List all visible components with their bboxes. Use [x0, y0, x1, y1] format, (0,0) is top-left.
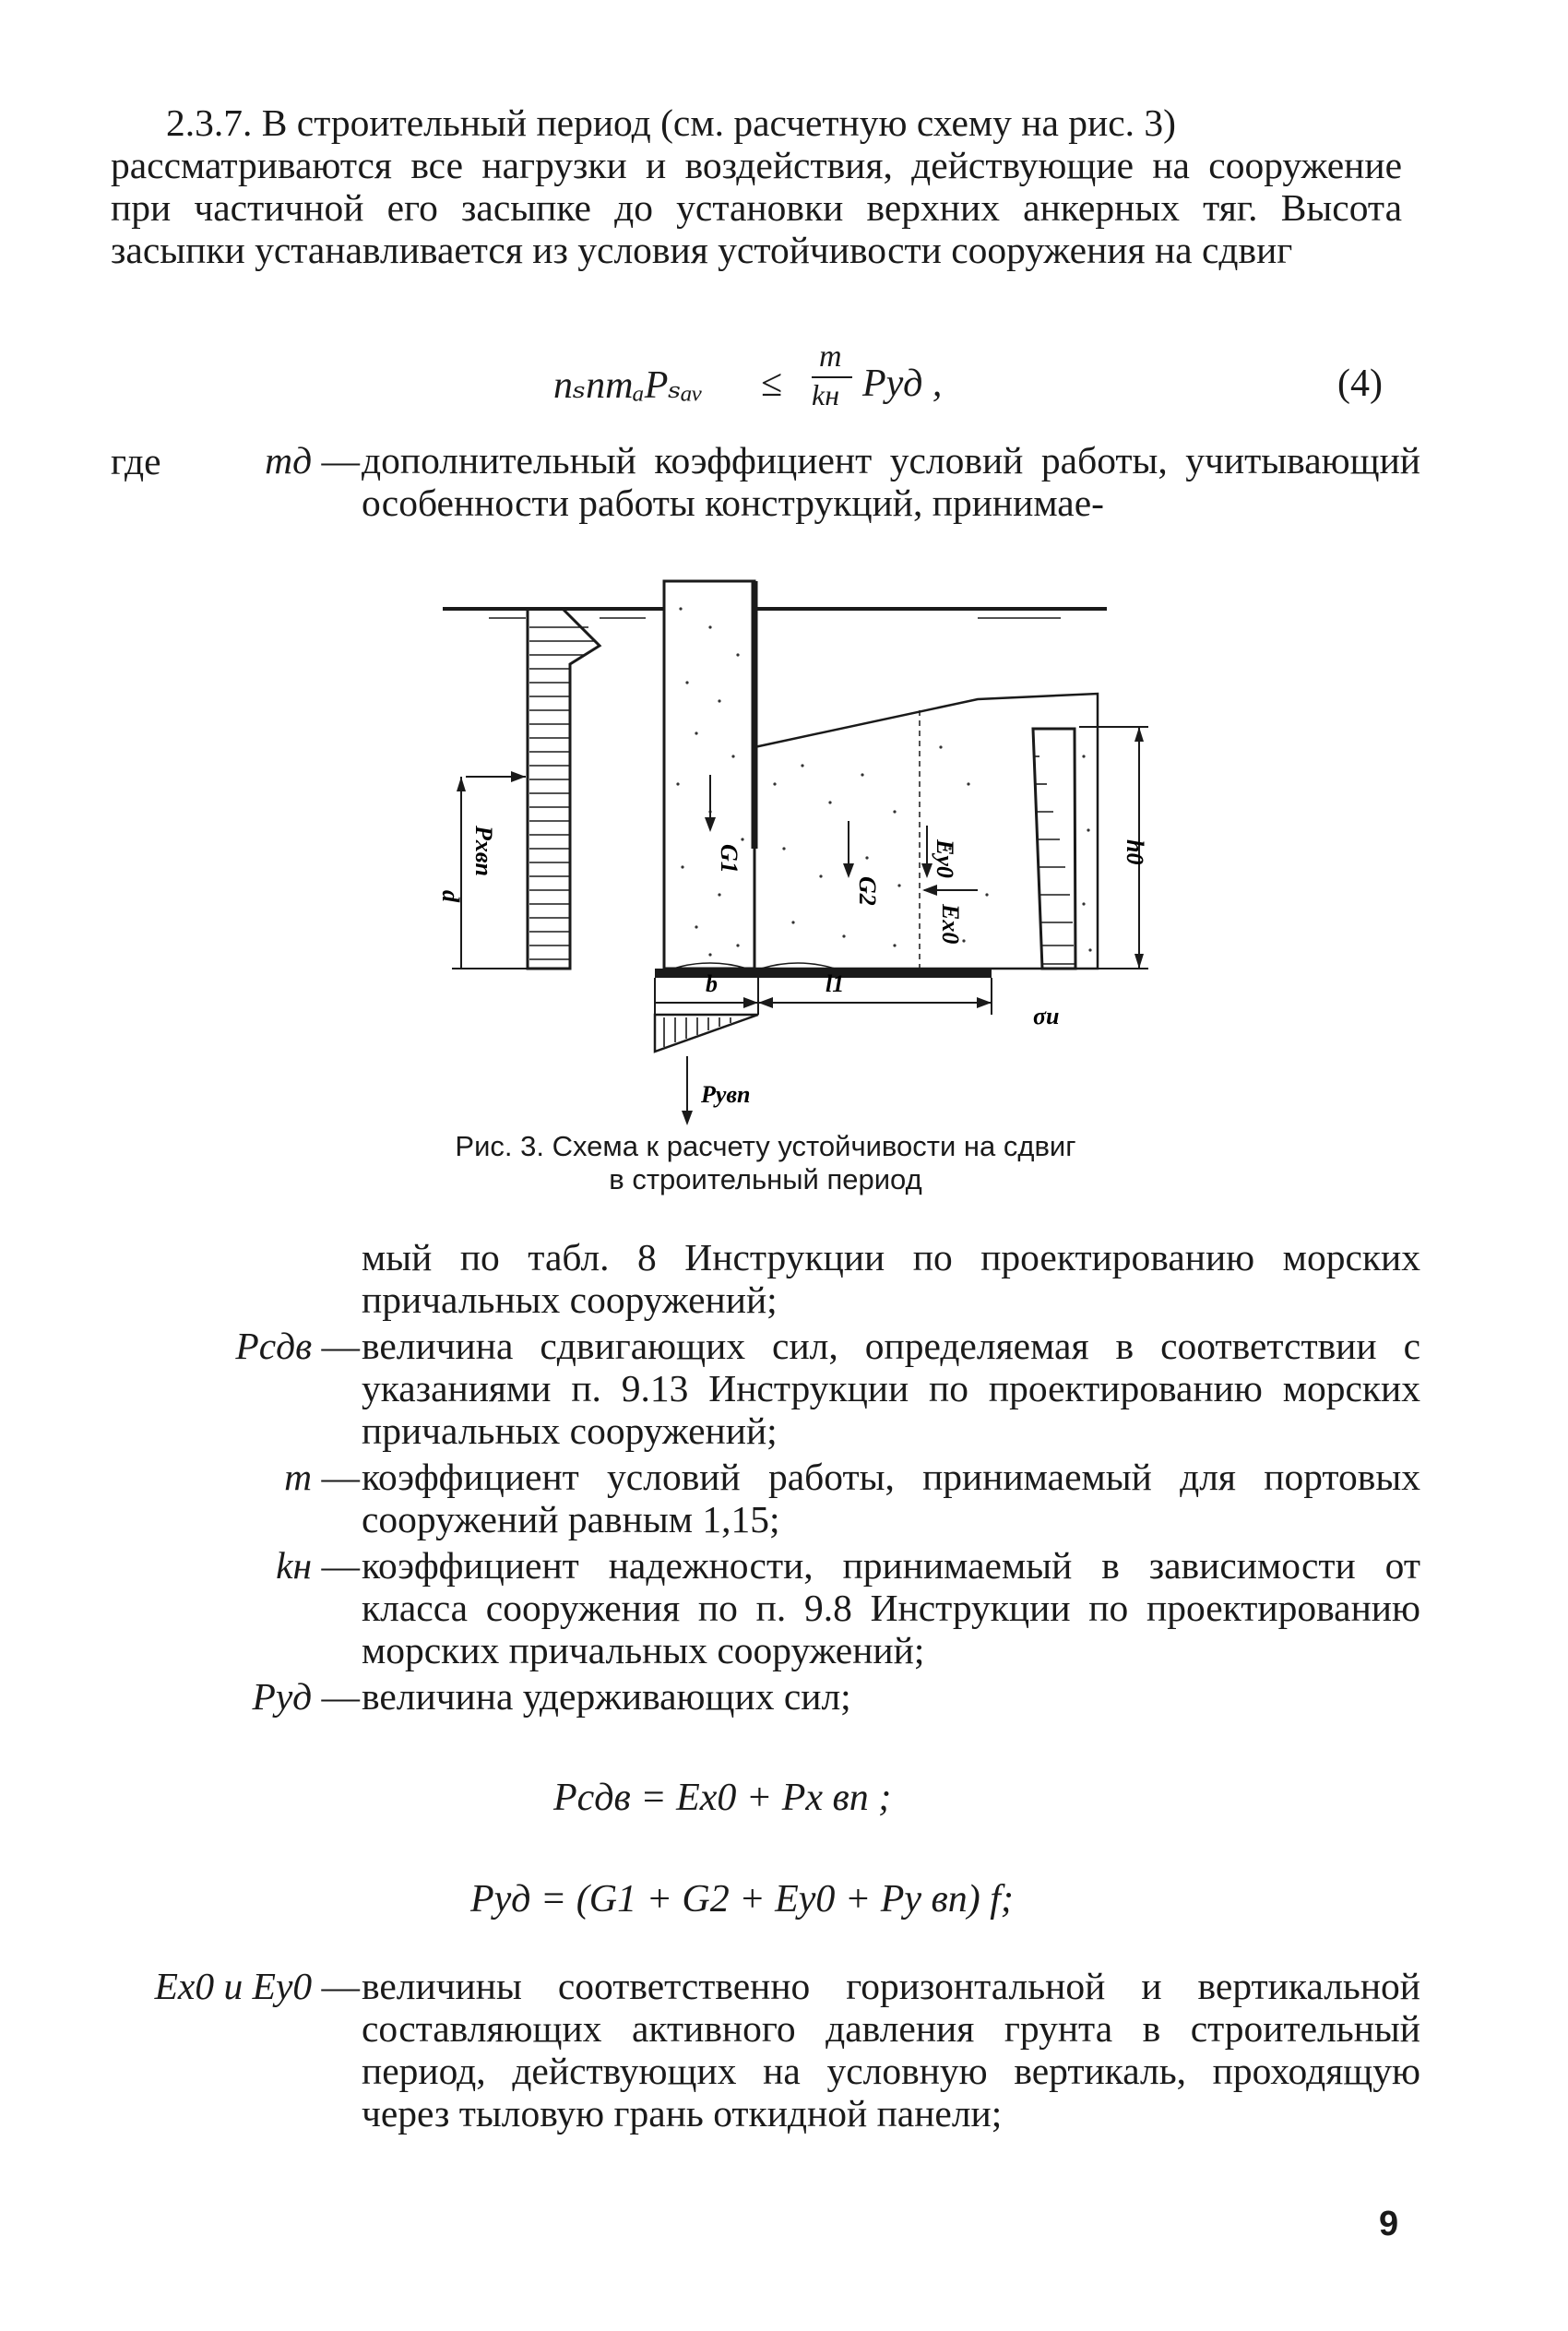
left-pressure-diagram [528, 609, 600, 969]
definition-symbol: Pуд — [252, 1675, 360, 1718]
definition-m-text: коэффициент условий работы, принимаемый для портовых сооружений равным 1,15; [362, 1456, 1420, 1540]
definition-exey-text: величины соответственно горизонтальной и вертикальной составляющих активного давления грунта в строительный период, действующих на условную вертикаль, проходящую через тыловую грань откидной панели; [362, 1965, 1420, 2135]
definitions-list [111, 1236, 1420, 1718]
definition-pud [111, 1675, 1420, 1718]
definition-md-continued [111, 1236, 1420, 1321]
definition-exey [111, 1965, 1420, 2135]
caption-line-1: Рис. 3. Схема к расчету устойчивости на сдвиг [455, 1130, 1076, 1162]
definition-md-text-top: дополнительный коэффициент условий работы, учитывающий особенности работы конструкций, принимае- [362, 439, 1420, 524]
right-pressure-diagram [1033, 729, 1075, 969]
label-g2: G2 [854, 876, 881, 906]
label-g1: G1 [716, 844, 742, 874]
label-b: b [706, 970, 718, 997]
intro-rest: рассматриваются все нагрузки и воздействия, действующие на сооружение при частичной его засыпке до установки верхних анкерных тяг. Высота засыпки устанавливается из условия устойчивости сооружения на сдвиг [111, 144, 1402, 271]
page-number: 9 [1379, 2205, 1399, 2243]
formula-4-rhs: Pуд , [862, 363, 943, 405]
label-ey0: Ey0 [932, 839, 958, 878]
def-md-top [111, 439, 1420, 524]
definition-symbol: kн — [276, 1544, 360, 1587]
definition-m [111, 1456, 1420, 1540]
definition-md-text-bottom: мый по табл. 8 Инструкции по проектированию морских причальных сооружений; [362, 1236, 1420, 1321]
definition-kn-text: коэффициент надежности, принимаемый в зависимости от класса сооружения по п. 9.8 Инструкции по проектированию морских причальных сооружений; [362, 1544, 1420, 1671]
symbol-pud: Pуд [252, 1675, 313, 1718]
intro-first-line: 2.3.7. В строительный период (см. расчетную схему на рис. 3) [166, 101, 1176, 144]
label-pxvp: Pxвп [470, 826, 497, 876]
uplift-diagram [655, 1015, 758, 1052]
symbol-md: mд [265, 439, 313, 482]
intro-paragraph [111, 101, 1402, 271]
definition-symbol: Ex0 и Ey0 — [154, 1965, 360, 2007]
definition-symbol: Pсдв — [235, 1325, 360, 1367]
label-ex0: Ex0 [937, 904, 964, 945]
definition-psdv-text: величина сдвигающих сил, определяемая в соответствии с указаниями п. 9.13 Инструкции по проектированию морских причальных сооружений; [362, 1325, 1420, 1452]
symbol-kn: kн [276, 1544, 313, 1587]
formula-4-lhs: nₛnmₐPₛₐᵥ [553, 364, 704, 407]
definition-kn [111, 1544, 1420, 1671]
label-h0: h0 [1122, 839, 1148, 865]
figure-caption [323, 1130, 1208, 1196]
caption-line-2: в строительный период [609, 1163, 922, 1195]
label-pyvp: Pyвп [701, 1081, 751, 1108]
definition-md [111, 439, 1420, 524]
figure-3-diagram [434, 572, 1153, 1125]
where-word: где [111, 440, 161, 482]
definition-exey-block [111, 1965, 1420, 2135]
definition-symbol: mд — [265, 439, 360, 482]
label-l1: l1 [826, 970, 845, 997]
formula-pud: Pуд = (G1 + G2 + Ey0 + Py вп) f; [470, 1878, 1014, 1921]
definition-symbol: m — [284, 1456, 360, 1498]
definition-pud-text: величина удерживающих сил; [362, 1675, 851, 1718]
symbol-psdv: Pсдв [235, 1325, 313, 1367]
label-d: d [437, 890, 464, 902]
formula-4-number: (4) [1337, 363, 1383, 405]
symbol-exey: Ex0 и Ey0 [154, 1965, 313, 2007]
formula-4-relation: ≤ [761, 363, 783, 405]
formula-psdv: Pсдв = Ex0 + Px вп ; [553, 1777, 892, 1819]
definition-psdv [111, 1325, 1420, 1452]
formula-4-denominator: kн [812, 378, 840, 411]
label-sigma: σu [1033, 1003, 1060, 1029]
symbol-m: m [284, 1456, 313, 1498]
formula-4-numerator: m [819, 339, 842, 374]
